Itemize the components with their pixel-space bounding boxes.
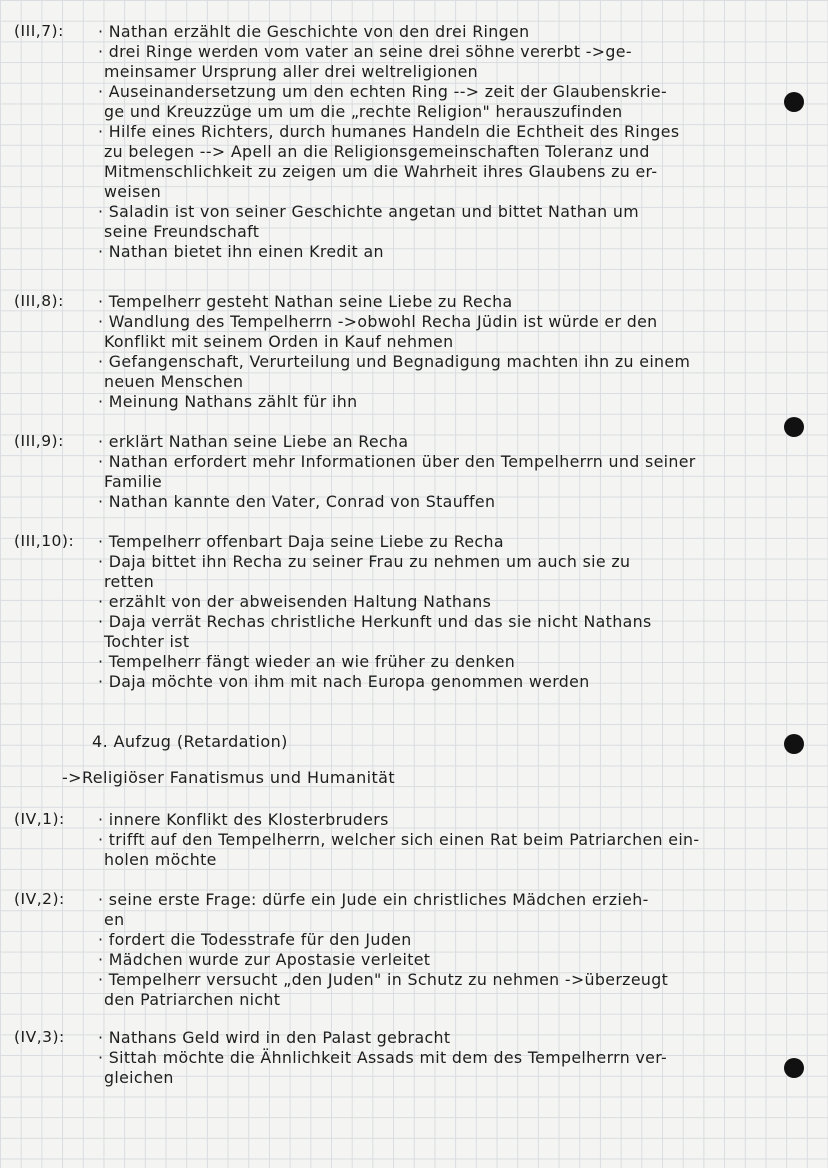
note-line: Konflikt mit seinem Orden in Kauf nehmen xyxy=(104,332,454,351)
note-line: en xyxy=(104,910,125,929)
note-line: seine Freundschaft xyxy=(104,222,260,241)
note-line: · Gefangenschaft, Verurteilung und Begnadigung machten ihn zu einem xyxy=(98,352,798,372)
note-line: Mitmenschlichkeit zu zeigen um die Wahrheit ihres Glaubens zu er- xyxy=(104,162,658,181)
note-line: neuen Menschen xyxy=(104,372,244,391)
section-label: (III,8): xyxy=(14,292,64,310)
note-line: · fordert die Todesstrafe für den Juden xyxy=(98,930,798,950)
note-line: · Sittah möchte die Ähnlichkeit Assads mit dem des Tempelherrn ver- xyxy=(98,1048,798,1068)
note-line: meinsamer Ursprung aller drei weltreligionen xyxy=(104,62,479,81)
note-line: zu belegen --> Apell an die Religionsgemeinschaften Toleranz und xyxy=(104,142,650,161)
note-line: · Nathan erzählt die Geschichte von den drei Ringen xyxy=(98,22,798,42)
note-line: · erzählt von der abweisenden Haltung Nathans xyxy=(98,592,798,612)
punch-hole-icon xyxy=(784,1058,804,1078)
section-label: (III,10): xyxy=(14,532,75,550)
section-lines xyxy=(98,890,798,1010)
section-label: (IV,2): xyxy=(14,890,65,908)
note-line: · Daja verrät Rechas christliche Herkunft und das sie nicht Nathans xyxy=(98,612,798,632)
note-line: · trifft auf den Tempelherrn, welcher sich einen Rat beim Patriarchen ein- xyxy=(98,830,798,850)
section-lines xyxy=(98,810,798,870)
note-line: weisen xyxy=(104,182,162,201)
note-line: ge und Kreuzzüge um um die „rechte Religion" herauszufinden xyxy=(104,102,623,121)
note-line: · Mädchen wurde zur Apostasie verleitet xyxy=(98,950,798,970)
note-line: Familie xyxy=(104,472,163,491)
note-line: · Tempelherr offenbart Daja seine Liebe zu Recha xyxy=(98,532,798,552)
note-line: · Daja möchte von ihm mit nach Europa genommen werden xyxy=(98,672,798,692)
note-line: den Patriarchen nicht xyxy=(104,990,281,1009)
note-line: · Tempelherr gesteht Nathan seine Liebe zu Recha xyxy=(98,292,798,312)
section-lines xyxy=(98,1028,798,1088)
section-label: (III,9): xyxy=(14,432,64,450)
note-line: · seine erste Frage: dürfe ein Jude ein christliches Mädchen erzieh- xyxy=(98,890,798,910)
note-line: · drei Ringe werden vom vater an seine drei söhne vererbt ->ge- xyxy=(98,42,798,62)
note-line: · Tempelherr versucht „den Juden" in Schutz zu nehmen ->überzeugt xyxy=(98,970,798,990)
punch-hole-icon xyxy=(784,92,804,112)
theme-line: ->Religiöser Fanatismus und Humanität xyxy=(62,768,396,787)
note-line: · Wandlung des Tempelherrn ->obwohl Recha Jüdin ist würde er den xyxy=(98,312,798,332)
note-line: · innere Konflikt des Klosterbruders xyxy=(98,810,798,830)
note-line: · Saladin ist von seiner Geschichte angetan und bittet Nathan um xyxy=(98,202,798,222)
section-lines xyxy=(98,432,798,512)
punch-hole-icon xyxy=(784,417,804,437)
note-line: · Nathan kannte den Vater, Conrad von Stauffen xyxy=(98,492,798,512)
note-line: · Tempelherr fängt wieder an wie früher zu denken xyxy=(98,652,798,672)
note-line: holen möchte xyxy=(104,850,217,869)
section-label: (IV,3): xyxy=(14,1028,65,1046)
note-line: · Auseinandersetzung um den echten Ring --> zeit der Glaubenskrie- xyxy=(98,82,798,102)
section-lines xyxy=(98,532,798,692)
section-label: (III,7): xyxy=(14,22,64,40)
note-line: · Nathan bietet ihn einen Kredit an xyxy=(98,242,798,262)
section-lines xyxy=(98,292,798,412)
note-line: Tochter ist xyxy=(104,632,190,651)
note-line: gleichen xyxy=(104,1068,174,1087)
punch-hole-icon xyxy=(784,734,804,754)
note-line: · erklärt Nathan seine Liebe an Recha xyxy=(98,432,798,452)
note-line: · Nathans Geld wird in den Palast gebracht xyxy=(98,1028,798,1048)
act-heading: 4. Aufzug (Retardation) xyxy=(92,732,288,751)
note-line: · Nathan erfordert mehr Informationen über den Tempelherrn und seiner xyxy=(98,452,798,472)
section-lines xyxy=(98,22,798,262)
note-line: · Hilfe eines Richters, durch humanes Handeln die Echtheit des Ringes xyxy=(98,122,798,142)
note-line: · Meinung Nathans zählt für ihn xyxy=(98,392,798,412)
section-label: (IV,1): xyxy=(14,810,65,828)
note-line: retten xyxy=(104,572,155,591)
note-line: · Daja bittet ihn Recha zu seiner Frau zu nehmen um auch sie zu xyxy=(98,552,798,572)
